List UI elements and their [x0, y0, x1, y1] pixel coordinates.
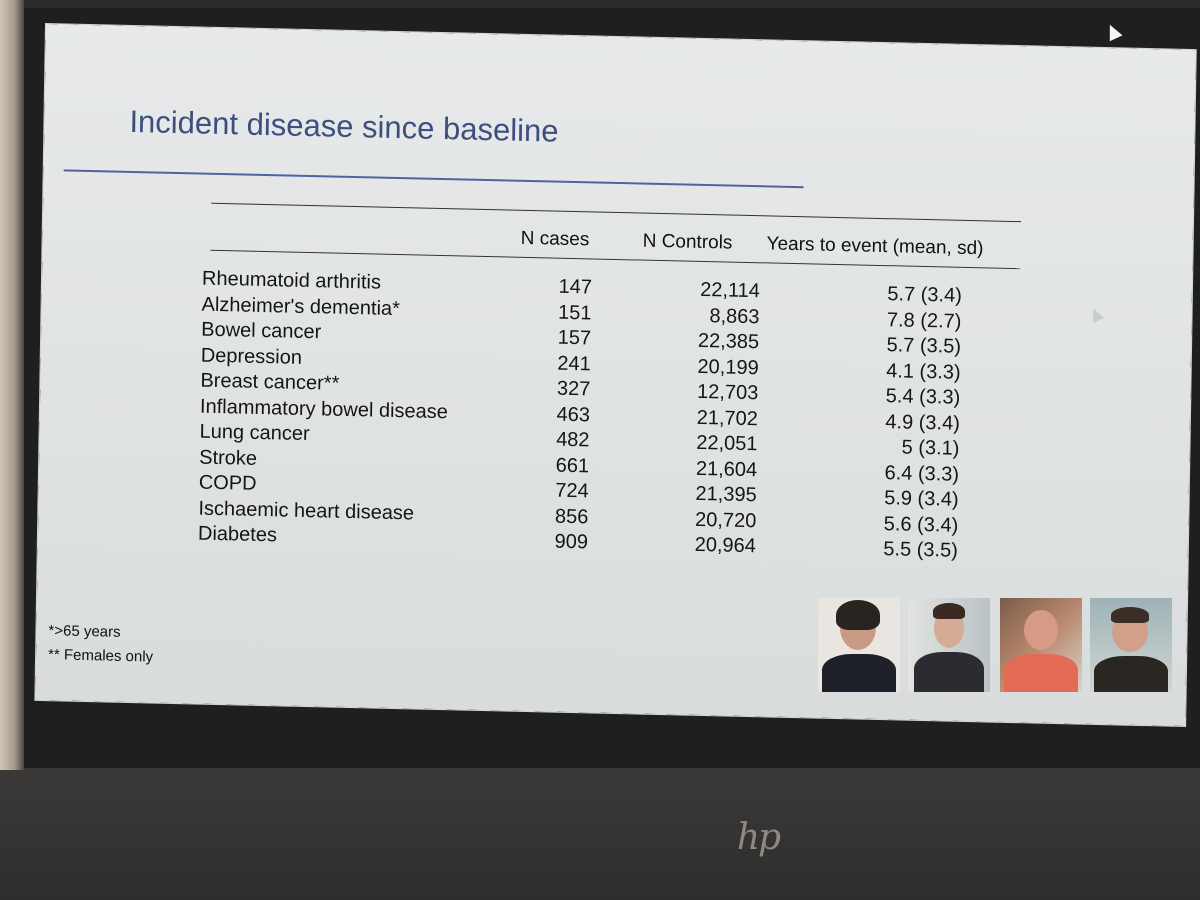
n-cases: 724	[555, 479, 589, 503]
participant-video[interactable]	[1090, 598, 1172, 692]
n-controls: 22,114	[700, 278, 761, 303]
n-cases: 661	[555, 454, 590, 477]
n-cases: 147	[558, 275, 593, 299]
column-header-years: Years to event (mean, sd)	[766, 233, 984, 260]
years-to-event: 5.7 (3.5)	[886, 334, 962, 358]
years-to-event: 6.4 (3.3)	[884, 461, 960, 486]
years-to-event: 4.1 (3.3)	[886, 359, 961, 384]
disease-name: Bowel cancer	[201, 318, 322, 344]
disease-name: Diabetes	[197, 522, 278, 547]
slide-title: Incident disease since baseline	[129, 103, 559, 149]
disease-name: Ischaemic heart disease	[198, 497, 415, 524]
years-to-event: 5 (3.1)	[901, 436, 960, 460]
n-cases: 241	[557, 352, 591, 375]
n-cases: 327	[556, 377, 591, 401]
background-wall	[0, 0, 24, 900]
n-cases: 463	[556, 403, 591, 426]
video-participants-strip	[818, 598, 1178, 698]
years-to-event: 4.9 (3.4)	[885, 410, 961, 435]
n-cases: 151	[557, 301, 592, 324]
title-underline	[64, 169, 804, 188]
disease-name: Rheumatoid arthritis	[201, 267, 382, 294]
n-controls: 22,051	[696, 431, 758, 456]
n-controls: 12,703	[696, 380, 759, 405]
n-controls: 22,385	[697, 329, 760, 354]
disease-name: COPD	[198, 471, 257, 495]
column-header-cases: N cases	[520, 227, 590, 251]
column-header-controls: N Controls	[642, 230, 733, 254]
disease-name: Breast cancer**	[200, 369, 340, 395]
years-to-event: 5.7 (3.4)	[887, 283, 963, 307]
hp-logo: hp	[736, 817, 780, 858]
years-to-event: 7.8 (2.7)	[886, 308, 962, 333]
n-controls: 8,863	[709, 304, 760, 328]
disease-name: Stroke	[199, 446, 258, 470]
years-to-event: 5.9 (3.4)	[883, 487, 959, 511]
n-cases: 856	[554, 505, 589, 528]
footnotes	[48, 619, 154, 669]
n-cases: 482	[555, 428, 590, 452]
table-top-rule	[211, 203, 1021, 222]
n-controls: 20,720	[694, 508, 757, 532]
n-cases: 909	[554, 530, 589, 554]
years-to-event: 5.5 (3.5)	[883, 538, 959, 562]
n-controls: 20,964	[694, 533, 757, 558]
participant-video[interactable]	[908, 598, 990, 692]
n-controls: 21,395	[695, 482, 757, 507]
disease-name: Depression	[200, 344, 303, 369]
laptop-keyboard-deck	[0, 770, 1200, 900]
n-cases: 157	[557, 326, 592, 350]
n-controls: 21,604	[695, 457, 758, 481]
n-controls: 20,199	[697, 355, 759, 379]
disease-name: Alzheimer's dementia*	[201, 293, 401, 320]
participant-video[interactable]	[1000, 598, 1082, 692]
disease-name: Lung cancer	[199, 420, 310, 446]
participant-video[interactable]	[818, 598, 900, 692]
table-body	[198, 268, 1022, 567]
years-to-event: 5.4 (3.3)	[885, 385, 961, 409]
footnote-age: *>65 years	[48, 622, 121, 641]
n-controls: 21,702	[696, 406, 759, 430]
years-to-event: 5.6 (3.4)	[883, 512, 959, 537]
footnote-females: ** Females only	[47, 646, 154, 666]
disease-name: Inflammatory bowel disease	[199, 395, 449, 423]
